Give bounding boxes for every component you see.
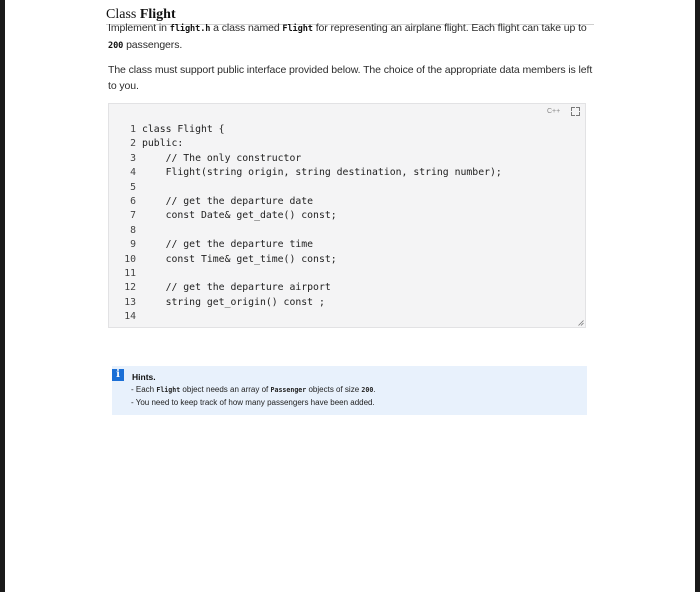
code-text: class Flight { — [142, 124, 225, 135]
hint-text: objects of size — [308, 385, 360, 394]
intro-text-1: Implement in — [108, 22, 167, 34]
line-number: 5 — [130, 181, 136, 193]
language-label: C++ — [547, 108, 561, 115]
title-prefix: Class — [106, 7, 137, 22]
intro-text-2: a class named — [213, 22, 280, 34]
code-text: // get the departure time — [142, 239, 314, 251]
resize-handle-icon[interactable] — [578, 320, 584, 326]
code-line — [108, 238, 586, 252]
intro-text-4: passengers. — [126, 39, 183, 51]
code-line — [108, 296, 586, 310]
line-number: 1 — [130, 124, 136, 135]
code-text: string get_origin() const ; — [142, 296, 325, 308]
code-line — [108, 310, 586, 324]
code-line — [108, 281, 586, 295]
line-number: 9 — [130, 239, 136, 251]
hint-item — [131, 385, 376, 394]
line-number: 6 — [130, 195, 136, 207]
hints-title: Hints. — [132, 372, 156, 382]
intro-class-name: Flight — [282, 24, 313, 34]
intro-text-3: for representing an airplane flight. Each flight can take up to — [315, 22, 587, 34]
intro-capacity: 200 — [108, 41, 124, 51]
code-line — [108, 166, 586, 180]
line-number: 2 — [130, 138, 136, 150]
fullscreen-icon[interactable] — [571, 107, 580, 116]
interface-paragraph: The class must support public interface provided below. The choice of the appropriate data members is left to you. — [108, 64, 593, 92]
intro-file-name: flight.h — [169, 24, 211, 34]
info-icon: i — [112, 369, 124, 381]
code-line — [108, 267, 586, 281]
code-line — [108, 209, 586, 223]
right-frame-bar — [695, 0, 700, 592]
code-line — [108, 224, 586, 238]
code-text: const Date& get_date() const; — [142, 210, 337, 222]
line-number: 14 — [124, 311, 136, 323]
code-line — [108, 137, 586, 151]
line-number: 11 — [124, 267, 136, 279]
code-text: // get the departure date — [142, 195, 314, 207]
hint-code: Passenger — [270, 386, 307, 394]
code-text: const Time& get_time() const; — [142, 253, 337, 265]
code-line — [108, 123, 586, 137]
code-line — [108, 253, 586, 267]
line-number: 13 — [124, 296, 136, 308]
code-text: // get the departure airport — [142, 282, 331, 294]
hint-text: . — [373, 385, 376, 394]
hint-code: Flight — [156, 386, 181, 394]
intro-paragraph — [108, 20, 593, 54]
line-number: 12 — [124, 282, 136, 294]
hint-item: - You need to keep track of how many passengers have been added. — [131, 398, 375, 407]
line-number: 4 — [130, 167, 136, 179]
line-number: 7 — [130, 210, 136, 222]
hint-text: object needs an array of — [182, 385, 269, 394]
line-number: 3 — [130, 152, 136, 164]
left-frame-bar — [0, 0, 5, 592]
title-class-name: Flight — [139, 7, 176, 22]
code-lines — [108, 123, 586, 324]
code-text: // The only constructor — [142, 152, 302, 164]
hint-code: 200 — [361, 386, 374, 394]
code-text: Flight(string origin, string destination, string number); — [142, 167, 502, 179]
line-number: 8 — [130, 224, 136, 236]
code-line — [108, 152, 586, 166]
code-text: public: — [142, 138, 184, 150]
code-line — [108, 195, 586, 209]
code-line — [108, 181, 586, 195]
hint-text: - Each — [131, 385, 155, 394]
line-number: 10 — [124, 253, 136, 265]
